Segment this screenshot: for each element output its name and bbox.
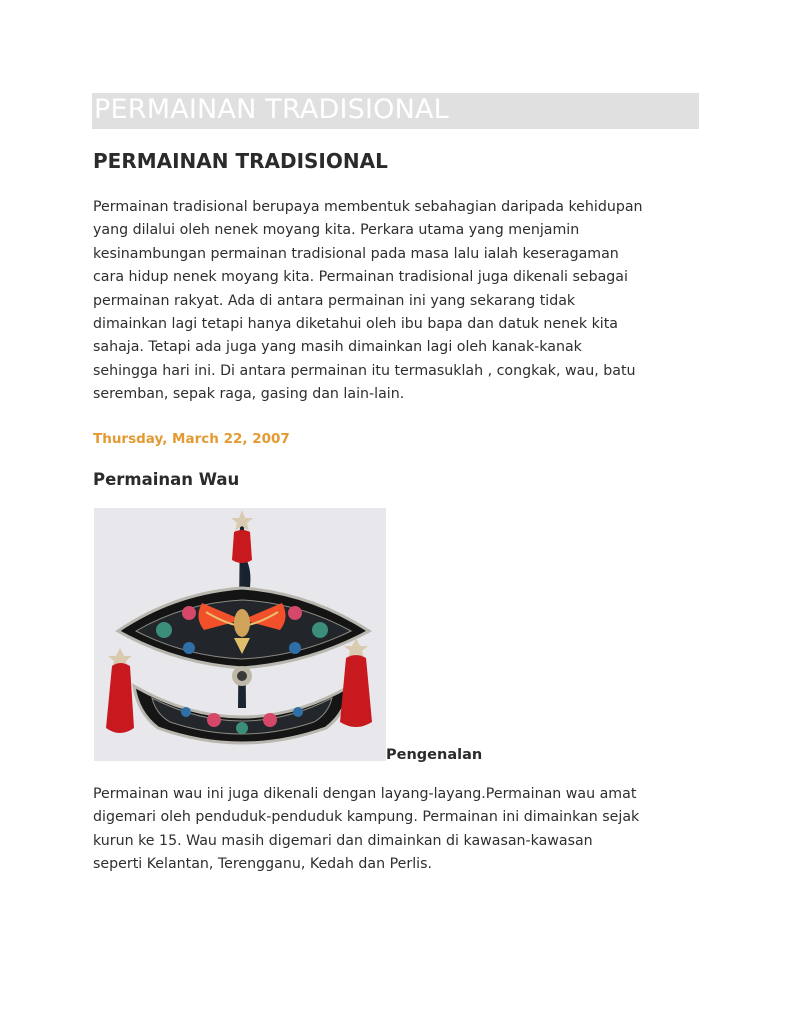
intro-line: seremban, sepak raga, gasing dan lain-lain. (93, 386, 405, 403)
wau-kite-image[interactable] (94, 508, 386, 761)
post-body-line: kurun ke 15. Wau masih digemari dan dimainkan di kawasan-kawasan (93, 832, 593, 849)
post-body (93, 783, 713, 877)
blog-title[interactable]: PERMAINAN TRADISIONAL (94, 94, 449, 125)
image-caption: Pengenalan (386, 747, 483, 763)
intro-line: permainan rakyat. Ada di antara permainan ini yang sekarang tidak (93, 292, 576, 309)
post-title[interactable]: Permainan Wau (93, 470, 240, 489)
post-date: Thursday, March 22, 2007 (93, 431, 290, 447)
wau-kite-illustration (94, 508, 386, 761)
page-heading: PERMAINAN TRADISIONAL (93, 149, 388, 173)
intro-line: kesinambungan permainan tradisional pada masa lalu ialah keseragaman (93, 245, 619, 262)
post-body-line: Permainan wau ini juga dikenali dengan layang-layang.Permainan wau amat (93, 786, 637, 802)
intro-line: dimainkan lagi tetapi hanya diketahui oleh ibu bapa dan datuk nenek kita (93, 316, 618, 333)
intro-line: sehingga hari ini. Di antara permainan itu termasuklah , congkak, wau, batu (93, 362, 636, 379)
intro-line: sahaja. Tetapi ada juga yang masih dimainkan lagi oleh kanak-kanak (93, 339, 582, 356)
post-body-line: seperti Kelantan, Terengganu, Kedah dan Perlis. (93, 856, 432, 873)
intro-line: cara hidup nenek moyang kita. Permainan tradisional juga dikenali sebagai (93, 269, 628, 286)
intro-line: yang dilalui oleh nenek moyang kita. Perkara utama yang menjamin (93, 222, 580, 239)
intro-line: Permainan tradisional berupaya membentuk sebahagian daripada kehidupan (93, 199, 643, 215)
post-body-line: digemari oleh penduduk-penduduk kampung. Permainan ini dimainkan sejak (93, 809, 640, 826)
blog-header-banner (92, 93, 699, 129)
intro-paragraph (93, 196, 713, 407)
